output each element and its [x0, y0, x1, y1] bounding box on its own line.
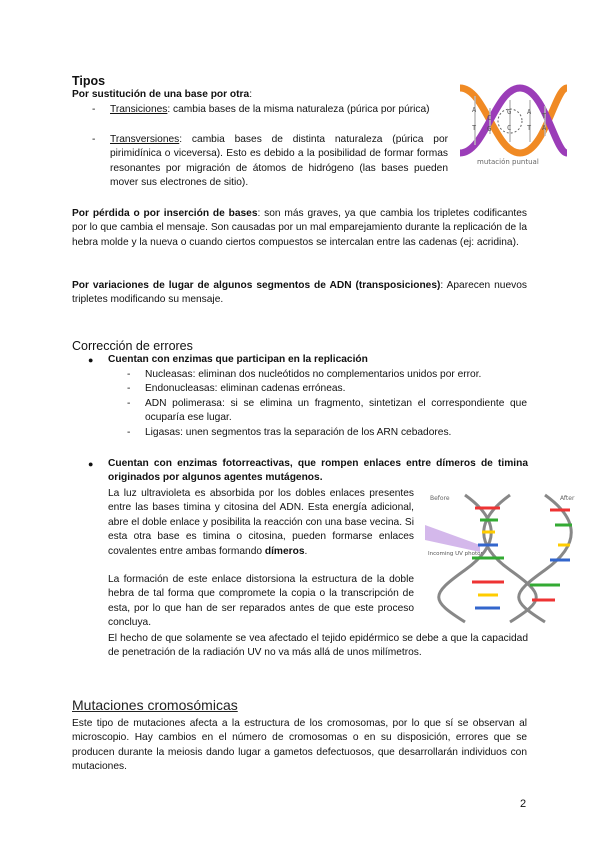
term-transiciones: Transiciones	[110, 104, 168, 115]
base-letter: A	[542, 124, 547, 132]
perdida-paragraph: Por pérdida o por inserción de bases: son más graves, ya que cambia los tripletes codificantes por lo que cambia el mensaje. Son causadas por un mal emparejamiento durante la replicación de la hebra molde y la nueva o cuando ciertos compuestos se intercalan entre las cadenas (ej: acridina).	[72, 208, 527, 248]
heading-tipos: Tipos	[72, 74, 106, 88]
cromosomicas-paragraph: Este tipo de mutaciones afecta a la estructura de los cromosomas, por lo que sí se observan al microscopio. Hay cambios en el número de cromosomas o en su disposición, errores que se producen durante la meiosis dando lugar a gametos defectuosos, que desarrollarán individuos con mutaciones.	[72, 718, 527, 773]
figure-caption: mutación puntual	[477, 158, 539, 166]
list-item: - Endonucleasas: eliminan cadenas erróneas.	[127, 383, 346, 395]
base-letter: C	[507, 124, 512, 132]
dna-helix-image	[455, 78, 570, 168]
page-number: 2	[520, 798, 527, 810]
term-transversiones: Transversiones	[110, 134, 180, 145]
variaciones-paragraph: Por variaciones de lugar de algunos segmentos de ADN (transposiciones): Aparecen nuevos tripletes modificando su mensaje.	[72, 280, 527, 306]
bullet-fotorreactivas: ● Cuentan con enzimas fotorreactivas, que rompen enlaces entre dímeros de timina originados por algunos agentes mutágenos.	[88, 458, 528, 484]
base-letter: T	[472, 124, 477, 132]
base-letter: T	[527, 124, 532, 132]
uv-dimer-figure	[420, 490, 585, 625]
list-item: - Ligasas: unen segmentos tras la separación de los ARN cebadores.	[127, 426, 452, 438]
uv-label: Incoming UV photon	[428, 551, 484, 557]
base-letter: A	[527, 108, 532, 116]
base-letter: G	[507, 108, 512, 116]
base-letter: T	[542, 112, 547, 120]
heading-correccion: Corrección de errores	[72, 339, 193, 353]
list-item: - ADN polimerasa: si se elimina un fragmento, sintetizan el correspondiente que ocuparía ese lugar.	[127, 397, 527, 424]
sustitucion-title: Por sustitución de una base por otra:	[72, 89, 253, 100]
base-letter: G	[487, 125, 492, 133]
base-letter: C	[487, 114, 492, 122]
dna-mutation-figure	[455, 78, 570, 168]
uv-paragraph-1: La luz ultravioleta es absorbida por los dobles enlaces presentes entre las bases timina y citosina del ADN. Esta energía adicional, abre el doble enlace y posibilita la reacción con una base vecina. Si esta otra base es timina o citosina, pueden formarse enlaces covalentes entre ambas formando dímeros.	[108, 488, 414, 557]
list-item: - Transiciones: cambia bases de la misma naturaleza (púrica por púrica)	[92, 104, 430, 115]
base-letter: A	[472, 106, 477, 114]
list-item: - Transversiones: cambia bases de distinta naturaleza (púrica por pirimidínica o viceversa). Esto es debido a la posibilidad de formar formas resonantes por migración de átomos de hidrógeno (las bases pueden mover sus electrones de sitio).	[92, 134, 448, 189]
sub-list	[127, 368, 527, 440]
heading-cromosomicas: Mutaciones cromosómicas	[72, 697, 238, 713]
label-after: After	[560, 495, 575, 502]
list-item: - Nucleasas: eliminan dos nucleótidos no complementarios unidos por error.	[127, 369, 482, 380]
uv-dimer-image	[420, 490, 585, 625]
uv-paragraph-2: La formación de este enlace distorsiona la estructura de la doble hebra de tal forma que compromete la copia o la transcripción de esta, por lo que han de ser reparados antes de que este proceso concluya.	[108, 574, 414, 629]
label-before: Before	[430, 495, 450, 502]
bullet-replicacion: ● Cuentan con enzimas que participan en la replicación	[88, 354, 368, 365]
uv-paragraph-3: El hecho de que solamente se vea afectado el tejido epidérmico se debe a que la capacidad de penetración de la radiación UV no va más allá de unos milímetros.	[108, 633, 528, 659]
